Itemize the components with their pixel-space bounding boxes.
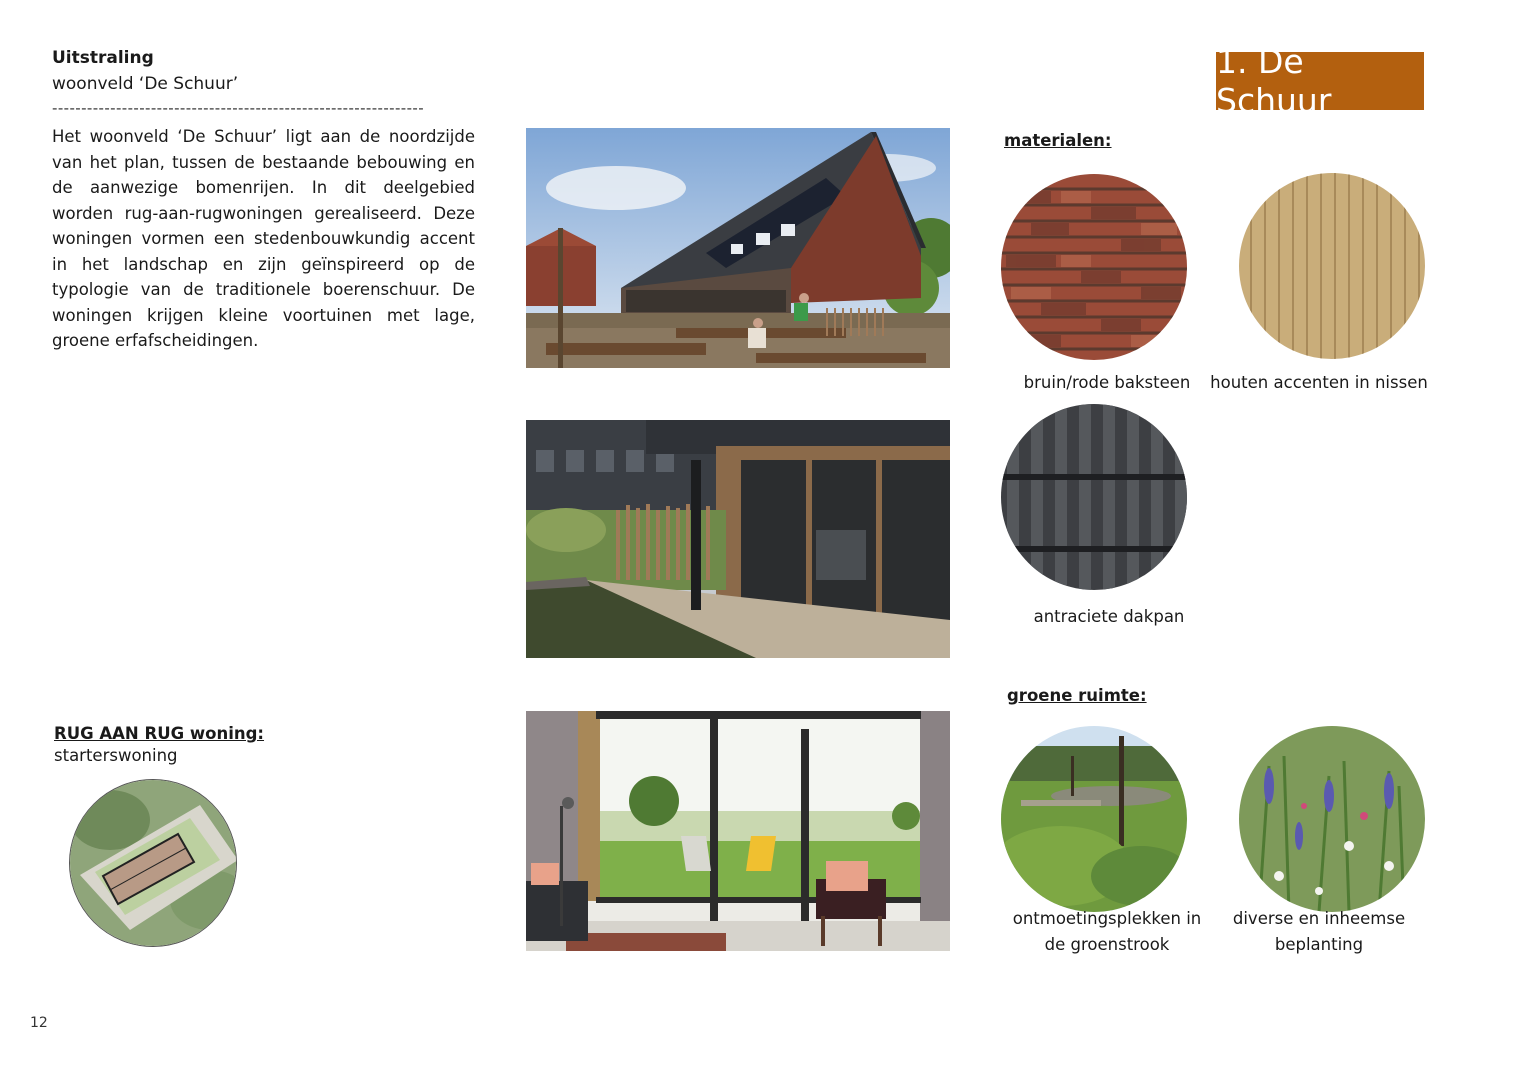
photo-terrace [526,420,950,658]
caption-roof-tile: antraciete dakpan [1033,607,1185,626]
photo-barn-houses [526,128,950,368]
section-badge: 1. De Schuur [1216,52,1424,110]
intro-paragraph: Het woonveld ‘De Schuur’ ligt aan de noordzijde van het plan, tussen de bestaande bebouwing en de aanwezige bomenrijen. In dit deelgebied worden rug-aan-rugwoningen gerealiseerd. Deze woningen vormen een stedenbouwkundig accent in het landschap en zijn geïnspireerd op de typologie van de traditionele boerenschuur. De woningen krijgen kleine voortuinen met lage, groene erfafscheidingen. [52,127,475,350]
materials-title: materialen: [1004,131,1112,150]
dashed-divider: ---------------------------------------------------------------- [52,99,425,117]
roof-tile-texture-circle [1001,404,1187,590]
caption-native-planting-line1: diverse en inheemse [1232,909,1406,928]
page-title: Uitstraling [52,48,154,68]
caption-meeting-places-line2: de groenstrook [1044,935,1170,954]
caption-meeting-places-line1: ontmoetingsplekken in [1012,909,1202,928]
page-number: 12 [30,1015,48,1031]
site-plan-circle [69,779,237,947]
brick-texture-circle [1001,174,1187,360]
wood-texture-circle [1239,173,1425,359]
house-type-title: RUG AAN RUG woning: [54,724,265,743]
caption-wood: houten accenten in nissen [1210,373,1428,392]
house-type-subtitle: starterswoning [54,746,178,765]
green-space-title: groene ruimte: [1007,686,1147,705]
caption-native-planting-line2: beplanting [1274,935,1364,954]
caption-native-planting [1210,906,1428,958]
green-meeting-place-circle [1001,726,1187,912]
photo-interior [526,711,950,951]
native-planting-circle [1239,726,1425,912]
caption-meeting-places [1000,906,1214,958]
caption-brick: bruin/rode baksteen [1023,373,1191,392]
page-subtitle: woonveld ‘De Schuur’ [52,74,239,94]
